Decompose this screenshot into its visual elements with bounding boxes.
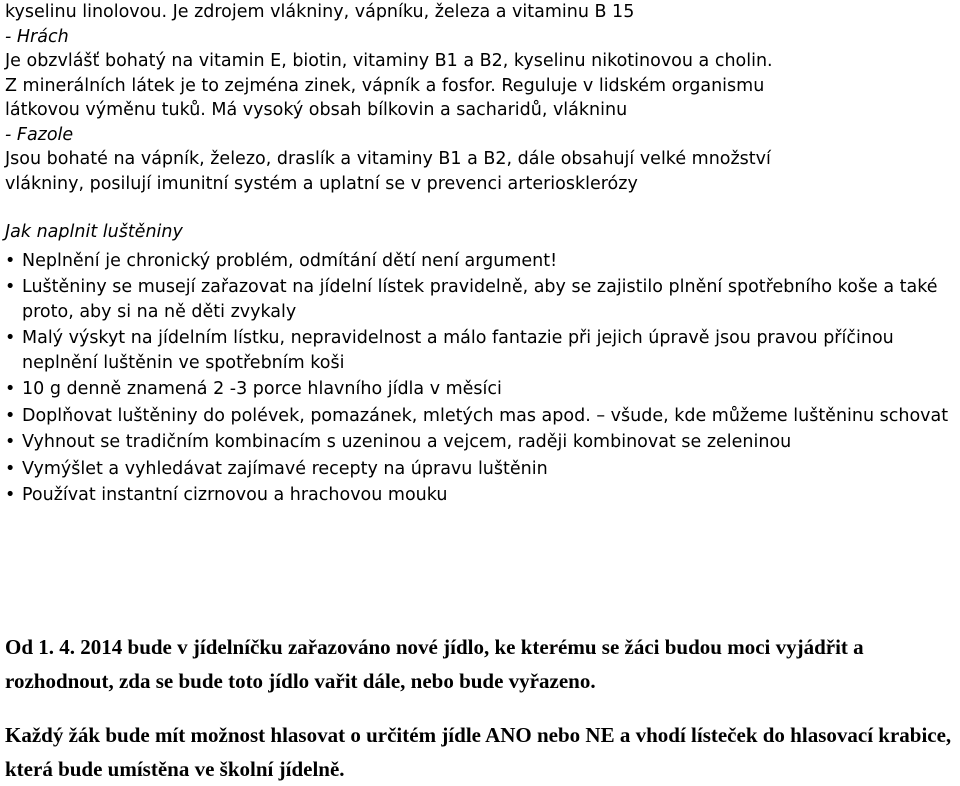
- document-body: [5, 0, 957, 510]
- text-line: kyselinu linolovou. Je zdrojem vlákniny, vápníku, železa a vitaminu B 15: [5, 2, 635, 22]
- section-heading: Jak naplnit luštěniny: [5, 222, 183, 242]
- list-item: • Luštěniny se musejí zařazovat na jídelní lístek pravidelně, aby se zajistilo plnění spotřebního koše a také proto, aby si na ně děti zvykaly: [5, 275, 957, 324]
- list-item: • Vyhnout se tradičním kombinacím s uzeninou a vejcem, raději kombinovat se zeleninou: [5, 430, 957, 455]
- hrach-text-line-3: látkovou výměnu tuků. Má vysoký obsah bílkovin a sacharidů, vlákninu: [5, 100, 628, 120]
- hrach-heading: - Hrách: [5, 26, 69, 47]
- hrach-text-line-2: Z minerálních látek je to zejména zinek, vápník a fosfor. Reguluje v lidském organismu: [5, 75, 765, 96]
- fazole-text-line-1: Jsou bohaté na vápník, železo, draslík a vitaminy B1 a B2, dále obsahují velké množství: [5, 149, 771, 169]
- list-item: • Neplnění je chronický problém, odmítání dětí není argument!: [5, 249, 957, 274]
- list-item: • Používat instantní cizrnovou a hrachovou mouku: [5, 483, 957, 508]
- notice-voting: Každý žák bude mít možnost hlasovat o určitém jídle ANO nebo NE a vhodí lísteček do hlasovací krabice, která bude umístěna ve školní jídelně.: [5, 723, 952, 781]
- bullet-list: [5, 249, 957, 508]
- list-item: • Vymýšlet a vyhledávat zajímavé recepty na úpravu luštěnin: [5, 457, 957, 482]
- fazole-text-line-2: vlákniny, posilují imunitní systém a uplatní se v prevenci arteriosklerózy: [5, 173, 638, 194]
- hrach-text-line-1: Je obzvlášť bohatý na vitamin E, biotin, vitaminy B1 a B2, kyselinu nikotinovou a cholin.: [5, 51, 773, 71]
- list-item: • 10 g denně znamená 2 -3 porce hlavního jídla v měsíci: [5, 377, 957, 402]
- fazole-heading: - Fazole: [5, 124, 74, 145]
- list-item: • Doplňovat luštěniny do polévek, pomazánek, mletých mas apod. – všude, kde můžeme luštěninu schovat: [5, 404, 957, 429]
- list-item: • Malý výskyt na jídelním lístku, nepravidelnost a málo fantazie při jejich úpravě jsou pravou příčinou neplnění luštěnin ve spotřebním koši: [5, 326, 957, 375]
- notice-new-meal: Od 1. 4. 2014 bude v jídelníčku zařazováno nové jídlo, ke kterému se žáci budou moci vyjádřit a rozhodnout, zda se bude toto jídlo vařit dále, nebo bude vyřazeno.: [5, 635, 864, 693]
